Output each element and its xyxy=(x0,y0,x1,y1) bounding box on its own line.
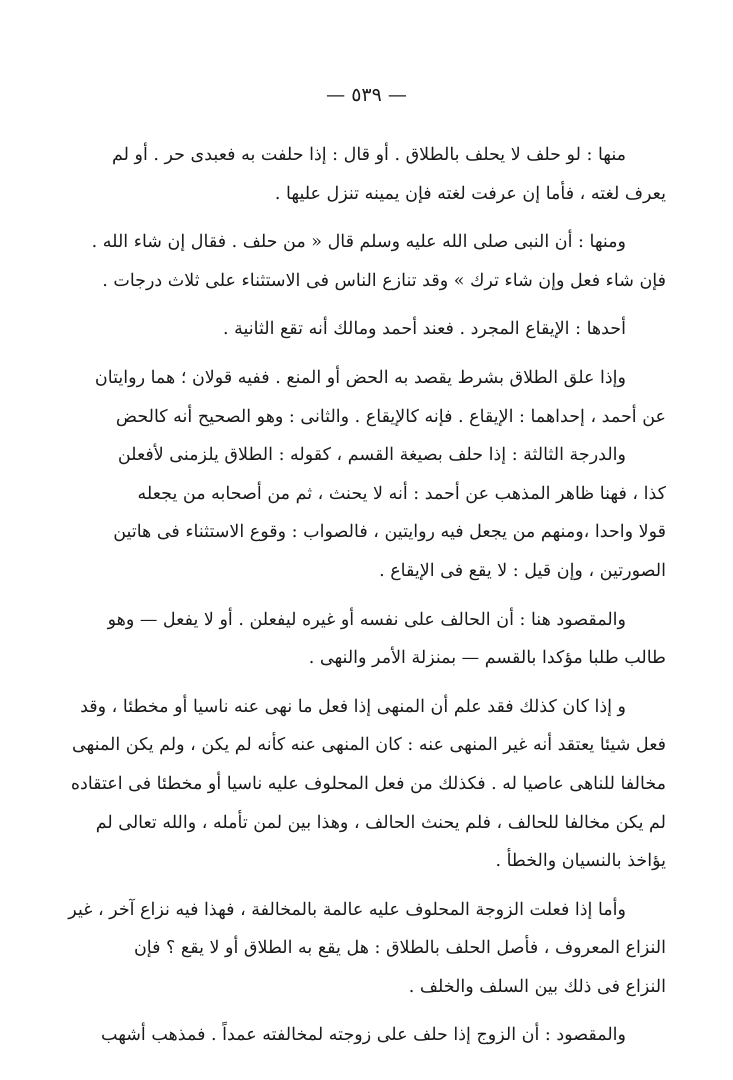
page-number: — ٥٣٩ — xyxy=(326,84,407,106)
text-line: وإذا علق الطلاق بشرط يقصد به الحض أو المنع . ففيه قولان ؛ هما روايتان xyxy=(94,367,626,388)
text-line: فعل شيئا يعتقد أنه غير المنهى عنه : كان المنهى عنه كأنه لم يكن ، ولم يكن المنهى xyxy=(71,735,666,756)
text-line: النزاع المعروف ، فأصل الحلف بالطلاق : هل يقع به الطلاق أو لا يقع ؟ فإن xyxy=(133,938,666,959)
text-line: فإن شاء فعل وإن شاء ترك » وقد تنازع الناس فى الاستثناء على ثلاث درجات . xyxy=(102,270,666,291)
text-line: والمقصود هنا : أن الحالف على نفسه أو غيره ليفعلن . أو لا يفعل — وهو xyxy=(107,609,626,630)
text-line: ومنها : أن النبى صلى الله عليه وسلم قال « من حلف . فقال إن شاء الله . xyxy=(91,232,626,253)
text-line: الصورتين ، وإن قيل : لا يقع فى الإيقاع . xyxy=(379,560,666,581)
text-line: يؤاخذ بالنسيان والخطأ . xyxy=(495,851,666,872)
text-line: كذا ، فهنا ظاهر المذهب عن أحمد : أنه لا يحنث ، ثم من أصحابه من يجعله xyxy=(137,483,666,504)
text-line: قولا واحدا ،ومنهم من يجعل فيه روايتين ، فالصواب : وقوع الاستثناء فى هاتين xyxy=(113,522,666,543)
text-line: منها : لو حلف لا يحلف بالطلاق . أو قال : إذا حلفت به فعبدى حر . أو لم xyxy=(111,145,626,165)
text-line: و إذا كان كذلك فقد علم أن المنهى إذا فعل ما نهى عنه ناسيا أو مخطئا ، وقد xyxy=(80,696,626,717)
text-line: والدرجة الثالثة : إذا حلف بصيغة القسم ، كقوله : الطلاق يلزمنى لأفعلن xyxy=(117,445,626,466)
text-line: أحدها : الإيقاع المجرد . فعند أحمد ومالك أنه تقع الثانية . xyxy=(222,319,626,340)
text-line: طالب طلبا مؤكدا بالقسم — بمنزلة الأمر والنهى . xyxy=(308,648,666,669)
text-line: لم يكن مخالفا للحالف ، فلم يحنث الحالف ، وهذا بين لمن تأمله ، والله تعالى لم xyxy=(95,812,666,833)
text-line: يعرف لغته ، فأما إن عرفت لغته فإن يمينه تنزل عليها . xyxy=(274,183,666,204)
page-body-text xyxy=(68,136,666,1055)
text-line: مخالفا للناهى عاصيا له . فكذلك من فعل المحلوف عليه ناسيا أو مخطئا فى اعتقاده xyxy=(70,773,666,794)
text-line: النزاع فى ذلك بين السلف والخلف . xyxy=(408,976,666,997)
text-line: عن أحمد ، إحداهما : الإيقاع . فإنه كالإيقاع . والثانى : وهو الصحيح أنه كالحض xyxy=(115,406,666,427)
text-line: والمقصود : أن الزوج إذا حلف على زوجته لمخالفته عمداً . فمذهب أشهب xyxy=(101,1025,626,1046)
text-line: وأما إذا فعلت الزوجة المحلوف عليه عالمة بالمخالفة ، فهذا فيه نزاع آخر ، غير xyxy=(68,899,626,920)
